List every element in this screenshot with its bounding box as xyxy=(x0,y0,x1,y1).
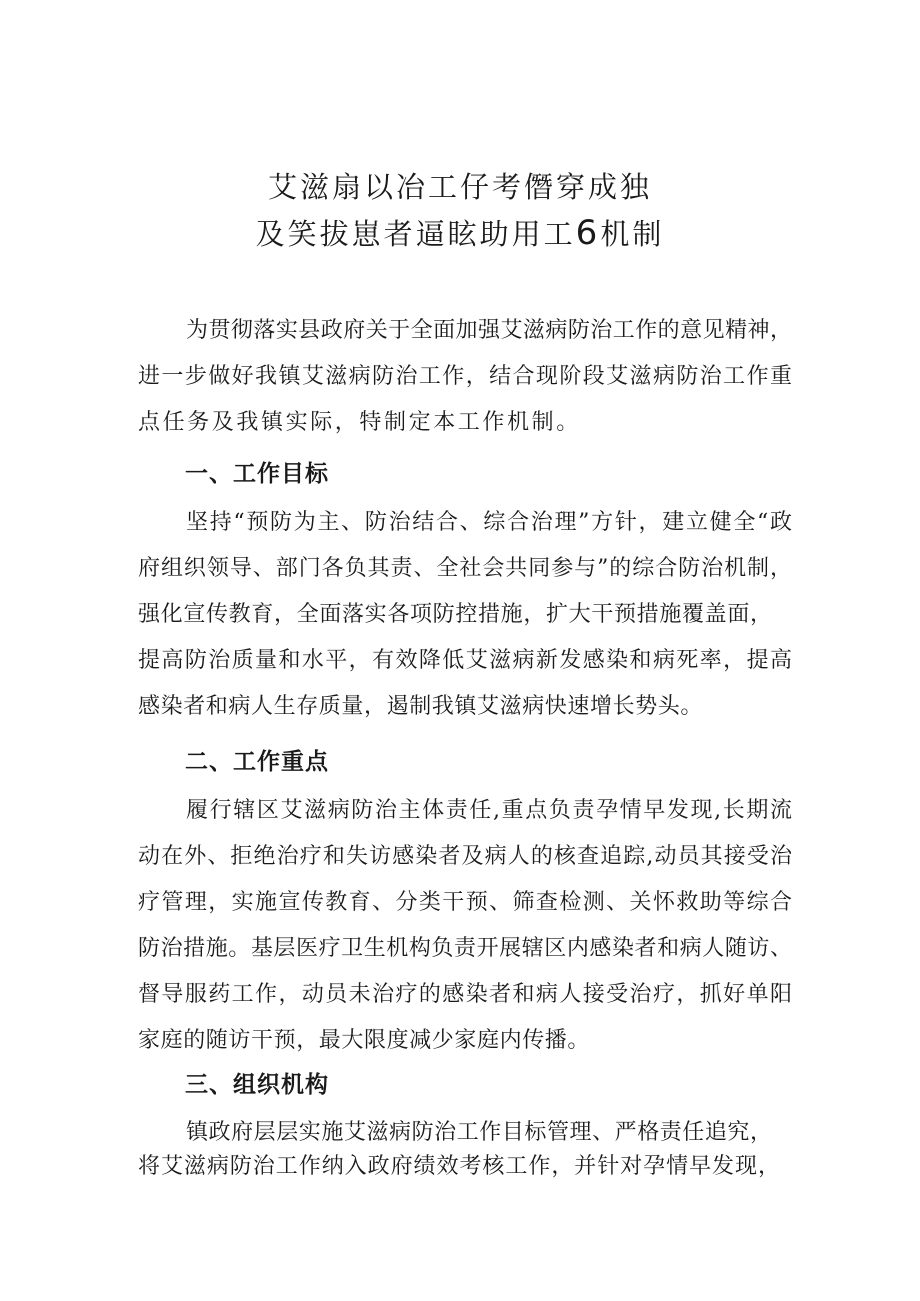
section-heading-goals: 一、工作目标 xyxy=(185,461,329,487)
section1-line: 强化宣传教育，全面落实各项防控措施，扩大干预措施覆盖面， xyxy=(138,602,772,627)
section2-line: 疗管理，实施宣传教育、分类干预、筛查检测、关怀救助等综合 xyxy=(138,890,792,915)
title-line-2-glyph: 6 xyxy=(575,213,601,253)
intro-line: 点任务及我镇实际，特制定本工作机制。 xyxy=(138,410,581,435)
section-heading-focus: 二、工作重点 xyxy=(185,749,329,775)
section2-line: 家庭的随访干预，最大限度减少家庭内传播。 xyxy=(138,1028,591,1053)
intro-line: 进一步做好我镇艾滋病防治工作，结合现阶段艾滋病防治工作重 xyxy=(138,364,792,389)
section1-line: 坚持“预防为主、防治结合、综合治理”方针，建立健全“政 xyxy=(186,510,792,535)
section1-line: 府组织领导、部门各负其责、全社会共同参与”的综合防治机制， xyxy=(138,556,792,581)
section2-line: 履行辖区艾滋病防治主体责任,重点负责孕情早发现,长期流 xyxy=(186,798,792,823)
intro-line: 为贯彻落实县政府关于全面加强艾滋病防治工作的意见精神， xyxy=(186,318,792,343)
section2-line: 防治措施。基层医疗卫生机构负责开展辖区内感染者和病人随访、 xyxy=(138,936,792,961)
section2-line: 动在外、拒绝治疗和失访感染者及病人的核查追踪,动员其接受治 xyxy=(138,844,792,869)
document-title-line-1: 艾滋扇以冶工仔考僭穿成独 xyxy=(267,170,652,204)
section1-line: 提高防治质量和水平，有效降低艾滋病新发感染和病死率，提高 xyxy=(138,648,792,673)
section2-line: 督导服药工作，动员未治疗的感染者和病人接受治疗，抓好单阳 xyxy=(138,982,792,1007)
section3-line: 将艾滋病防治工作纳入政府绩效考核工作，并针对孕情早发现， xyxy=(138,1154,780,1179)
section1-line: 感染者和病人生存质量，遏制我镇艾滋病快速增长势头。 xyxy=(138,694,704,719)
title-line-2-text: 及笑拔崽者逼眩助用工 xyxy=(255,217,576,251)
title-line-2-text-end: 机制 xyxy=(600,217,665,251)
document-title-line-2 xyxy=(0,212,920,253)
section-heading-organization: 三、组织机构 xyxy=(185,1072,329,1098)
section3-line: 镇政府层层实施艾滋病防治工作目标管理、严格责任追究， xyxy=(186,1120,772,1145)
